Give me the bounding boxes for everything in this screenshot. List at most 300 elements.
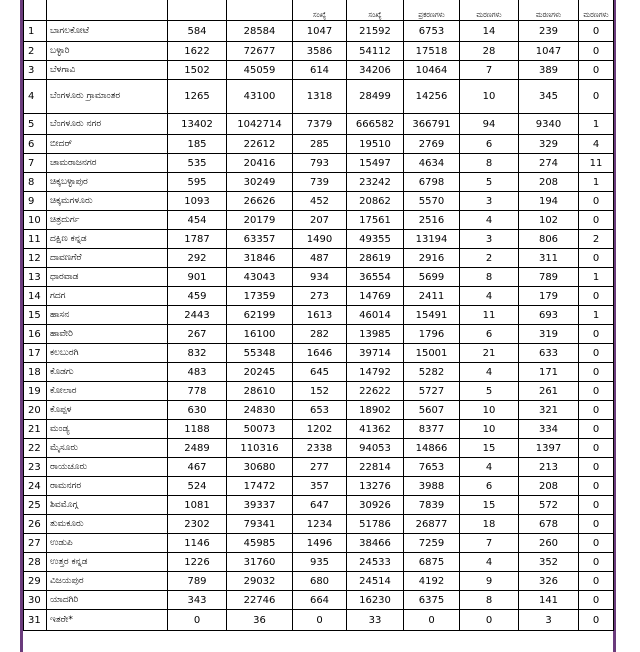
- value-cell: 18: [460, 515, 519, 534]
- value-cell: 630: [168, 401, 227, 420]
- table-row: [24, 114, 614, 135]
- value-cell: 343: [168, 591, 227, 610]
- district-name: ಹಾಸನ: [47, 306, 168, 325]
- value-cell: 806: [519, 230, 579, 249]
- value-cell: 8: [460, 154, 519, 173]
- value-cell: 0: [579, 80, 614, 114]
- table-row: [24, 496, 614, 515]
- value-cell: 1265: [168, 80, 227, 114]
- row-number: 24: [24, 477, 47, 496]
- value-cell: 6753: [404, 21, 460, 42]
- row-number: 11: [24, 230, 47, 249]
- value-cell: 10464: [404, 61, 460, 80]
- value-cell: 7: [460, 61, 519, 80]
- table-row: [24, 382, 614, 401]
- table-row: [24, 344, 614, 363]
- value-cell: 22612: [227, 135, 293, 154]
- value-cell: 4: [579, 135, 614, 154]
- value-cell: 16100: [227, 325, 293, 344]
- value-cell: 0: [579, 458, 614, 477]
- value-cell: 389: [519, 61, 579, 80]
- table-row: [24, 268, 614, 287]
- row-number: 21: [24, 420, 47, 439]
- value-cell: 33: [347, 610, 404, 631]
- value-cell: 49355: [347, 230, 404, 249]
- value-cell: 10: [460, 420, 519, 439]
- value-cell: 7839: [404, 496, 460, 515]
- value-cell: 653: [293, 401, 347, 420]
- row-number: 6: [24, 135, 47, 154]
- value-cell: 739: [293, 173, 347, 192]
- value-cell: 0: [404, 610, 460, 631]
- value-cell: 678: [519, 515, 579, 534]
- value-cell: 21592: [347, 21, 404, 42]
- value-cell: 19510: [347, 135, 404, 154]
- value-cell: 321: [519, 401, 579, 420]
- row-number: 3: [24, 61, 47, 80]
- value-cell: 13985: [347, 325, 404, 344]
- value-cell: 1234: [293, 515, 347, 534]
- value-cell: 261: [519, 382, 579, 401]
- value-cell: 0: [579, 553, 614, 572]
- value-cell: 487: [293, 249, 347, 268]
- district-name: ಉಡುಪಿ: [47, 534, 168, 553]
- value-cell: 14: [460, 21, 519, 42]
- row-number: 26: [24, 515, 47, 534]
- row-number: 16: [24, 325, 47, 344]
- district-name: ಕೋಲಾರ: [47, 382, 168, 401]
- value-cell: 0: [579, 287, 614, 306]
- value-cell: 6375: [404, 591, 460, 610]
- district-name: ಕೊಪ್ಪಳ: [47, 401, 168, 420]
- table-row: [24, 553, 614, 572]
- value-cell: 15: [460, 439, 519, 458]
- value-cell: 1496: [293, 534, 347, 553]
- value-cell: 0: [579, 610, 614, 631]
- value-cell: 345: [519, 80, 579, 114]
- value-cell: 584: [168, 21, 227, 42]
- value-cell: 789: [168, 572, 227, 591]
- value-cell: 3586: [293, 42, 347, 61]
- value-cell: 2489: [168, 439, 227, 458]
- table-row: [24, 80, 614, 114]
- row-number: 27: [24, 534, 47, 553]
- row-number: 13: [24, 268, 47, 287]
- row-number: 30: [24, 591, 47, 610]
- row-number: 8: [24, 173, 47, 192]
- value-cell: 72677: [227, 42, 293, 61]
- table-body: [24, 21, 614, 631]
- row-number: 23: [24, 458, 47, 477]
- value-cell: 5607: [404, 401, 460, 420]
- value-cell: 0: [579, 515, 614, 534]
- value-cell: 935: [293, 553, 347, 572]
- value-cell: 17561: [347, 211, 404, 230]
- value-cell: 22622: [347, 382, 404, 401]
- value-cell: 595: [168, 173, 227, 192]
- value-cell: 45059: [227, 61, 293, 80]
- district-name: ಧಾರವಾಡ: [47, 268, 168, 287]
- value-cell: 4: [460, 553, 519, 572]
- value-cell: 0: [579, 192, 614, 211]
- row-number: 1: [24, 21, 47, 42]
- value-cell: 17472: [227, 477, 293, 496]
- value-cell: 277: [293, 458, 347, 477]
- value-cell: 39337: [227, 496, 293, 515]
- header-cell: [168, 0, 227, 21]
- value-cell: 7379: [293, 114, 347, 135]
- value-cell: 110316: [227, 439, 293, 458]
- value-cell: 179: [519, 287, 579, 306]
- value-cell: 647: [293, 496, 347, 515]
- value-cell: 4: [460, 363, 519, 382]
- district-name: ಚಾಮರಾಜನಗರ: [47, 154, 168, 173]
- value-cell: 793: [293, 154, 347, 173]
- value-cell: 11: [579, 154, 614, 173]
- value-cell: 11: [460, 306, 519, 325]
- value-cell: 23242: [347, 173, 404, 192]
- value-cell: 94: [460, 114, 519, 135]
- value-cell: 36: [227, 610, 293, 631]
- row-number: 20: [24, 401, 47, 420]
- row-number: 19: [24, 382, 47, 401]
- value-cell: 1: [579, 173, 614, 192]
- value-cell: 54112: [347, 42, 404, 61]
- value-cell: 524: [168, 477, 227, 496]
- district-name: ಬೀದರ್: [47, 135, 168, 154]
- value-cell: 10: [460, 80, 519, 114]
- table-row: [24, 230, 614, 249]
- value-cell: 9: [460, 572, 519, 591]
- value-cell: 319: [519, 325, 579, 344]
- value-cell: 30249: [227, 173, 293, 192]
- row-number: 15: [24, 306, 47, 325]
- value-cell: 15491: [404, 306, 460, 325]
- value-cell: 16230: [347, 591, 404, 610]
- value-cell: 29032: [227, 572, 293, 591]
- value-cell: 267: [168, 325, 227, 344]
- value-cell: 7: [460, 534, 519, 553]
- district-name: ಇತರೇ*: [47, 610, 168, 631]
- district-name: ಬೆಳಗಾವಿ: [47, 61, 168, 80]
- header-cell: ಮರಣಗಳು: [460, 0, 519, 21]
- value-cell: 152: [293, 382, 347, 401]
- value-cell: 0: [293, 610, 347, 631]
- value-cell: 1787: [168, 230, 227, 249]
- value-cell: 6: [460, 325, 519, 344]
- value-cell: 483: [168, 363, 227, 382]
- value-cell: 24830: [227, 401, 293, 420]
- value-cell: 20245: [227, 363, 293, 382]
- header-cell: ಪ್ರಕರಣಗಳು: [404, 0, 460, 21]
- value-cell: 14792: [347, 363, 404, 382]
- table-row: [24, 401, 614, 420]
- value-cell: 0: [579, 249, 614, 268]
- value-cell: 352: [519, 553, 579, 572]
- value-cell: 274: [519, 154, 579, 173]
- value-cell: 18902: [347, 401, 404, 420]
- value-cell: 2769: [404, 135, 460, 154]
- table-row: [24, 249, 614, 268]
- value-cell: 50073: [227, 420, 293, 439]
- value-cell: 0: [579, 572, 614, 591]
- district-name: ಶಿವಮೊಗ್ಗ: [47, 496, 168, 515]
- table-row: [24, 534, 614, 553]
- district-name: ಬಳ್ಳಾರಿ: [47, 42, 168, 61]
- value-cell: 0: [579, 344, 614, 363]
- row-number: 4: [24, 80, 47, 114]
- district-name: ಉತ್ತರ ಕನ್ನಡ: [47, 553, 168, 572]
- district-name: ಯಾದಗಿರಿ: [47, 591, 168, 610]
- value-cell: 614: [293, 61, 347, 80]
- table-row: [24, 192, 614, 211]
- value-cell: 14256: [404, 80, 460, 114]
- value-cell: 41362: [347, 420, 404, 439]
- value-cell: 3: [460, 192, 519, 211]
- value-cell: 273: [293, 287, 347, 306]
- value-cell: 239: [519, 21, 579, 42]
- row-number: 22: [24, 439, 47, 458]
- row-number: 12: [24, 249, 47, 268]
- value-cell: 55348: [227, 344, 293, 363]
- table-row: [24, 306, 614, 325]
- table-row: [24, 477, 614, 496]
- value-cell: 2516: [404, 211, 460, 230]
- value-cell: 1202: [293, 420, 347, 439]
- value-cell: 63357: [227, 230, 293, 249]
- value-cell: 3: [460, 230, 519, 249]
- value-cell: 21: [460, 344, 519, 363]
- value-cell: 34206: [347, 61, 404, 80]
- row-number: 9: [24, 192, 47, 211]
- table-row: [24, 154, 614, 173]
- value-cell: 1622: [168, 42, 227, 61]
- district-name: ಚಿಕ್ಕಬಳ್ಳಾಪುರ: [47, 173, 168, 192]
- district-name: ಬೆಂಗಳೂರು ನಗರ: [47, 114, 168, 135]
- value-cell: 572: [519, 496, 579, 515]
- row-number: 29: [24, 572, 47, 591]
- value-cell: 5: [460, 382, 519, 401]
- value-cell: 185: [168, 135, 227, 154]
- value-cell: 194: [519, 192, 579, 211]
- value-cell: 45985: [227, 534, 293, 553]
- district-name: ಕೊಡಗು: [47, 363, 168, 382]
- value-cell: 832: [168, 344, 227, 363]
- value-cell: 20416: [227, 154, 293, 173]
- value-cell: 13276: [347, 477, 404, 496]
- value-cell: 20862: [347, 192, 404, 211]
- value-cell: 9340: [519, 114, 579, 135]
- district-name: ತುಮಕೂರು: [47, 515, 168, 534]
- value-cell: 260: [519, 534, 579, 553]
- value-cell: 666582: [347, 114, 404, 135]
- value-cell: 4634: [404, 154, 460, 173]
- value-cell: 1397: [519, 439, 579, 458]
- value-cell: 934: [293, 268, 347, 287]
- table-row: [24, 610, 614, 631]
- value-cell: 5727: [404, 382, 460, 401]
- value-cell: 46014: [347, 306, 404, 325]
- value-cell: 5: [460, 173, 519, 192]
- value-cell: 141: [519, 591, 579, 610]
- value-cell: 6875: [404, 553, 460, 572]
- value-cell: 4: [460, 287, 519, 306]
- value-cell: 8377: [404, 420, 460, 439]
- table-row: [24, 21, 614, 42]
- row-number: 18: [24, 363, 47, 382]
- value-cell: 467: [168, 458, 227, 477]
- district-name: ಹಾವೇರಿ: [47, 325, 168, 344]
- district-name: ಚಿಕ್ಕಮಗಳೂರು: [47, 192, 168, 211]
- value-cell: 0: [579, 21, 614, 42]
- value-cell: 1042714: [227, 114, 293, 135]
- value-cell: 28619: [347, 249, 404, 268]
- value-cell: 5699: [404, 268, 460, 287]
- value-cell: 10: [460, 401, 519, 420]
- value-cell: 0: [579, 61, 614, 80]
- value-cell: 26626: [227, 192, 293, 211]
- table-row: [24, 515, 614, 534]
- value-cell: 31760: [227, 553, 293, 572]
- value-cell: 15497: [347, 154, 404, 173]
- district-name: ದಾವಣಗೆರೆ: [47, 249, 168, 268]
- value-cell: 326: [519, 572, 579, 591]
- value-cell: 1188: [168, 420, 227, 439]
- header-cell: [47, 0, 168, 21]
- value-cell: 17518: [404, 42, 460, 61]
- district-name: ದಕ್ಷಿಣ ಕನ್ನಡ: [47, 230, 168, 249]
- value-cell: 38466: [347, 534, 404, 553]
- value-cell: 1613: [293, 306, 347, 325]
- value-cell: 51786: [347, 515, 404, 534]
- value-cell: 282: [293, 325, 347, 344]
- value-cell: 5570: [404, 192, 460, 211]
- value-cell: 3988: [404, 477, 460, 496]
- value-cell: 693: [519, 306, 579, 325]
- value-cell: 1796: [404, 325, 460, 344]
- value-cell: 31846: [227, 249, 293, 268]
- value-cell: 13402: [168, 114, 227, 135]
- value-cell: 2302: [168, 515, 227, 534]
- row-number: 31: [24, 610, 47, 631]
- district-name: ಮಂಡ್ಯ: [47, 420, 168, 439]
- value-cell: 15001: [404, 344, 460, 363]
- value-cell: 171: [519, 363, 579, 382]
- value-cell: 2916: [404, 249, 460, 268]
- header-cell: [24, 0, 47, 21]
- value-cell: 28584: [227, 21, 293, 42]
- district-name: ಕಲಬುರಗಿ: [47, 344, 168, 363]
- table-row: [24, 572, 614, 591]
- value-cell: 778: [168, 382, 227, 401]
- value-cell: 334: [519, 420, 579, 439]
- value-cell: 452: [293, 192, 347, 211]
- value-cell: 0: [579, 439, 614, 458]
- table-row: [24, 173, 614, 192]
- table-row: [24, 61, 614, 80]
- district-name: ವಿಜಯಪುರ: [47, 572, 168, 591]
- value-cell: 0: [579, 211, 614, 230]
- header-cell: ಮರಣಗಳು: [579, 0, 614, 21]
- value-cell: 7259: [404, 534, 460, 553]
- table-row: [24, 363, 614, 382]
- value-cell: 62199: [227, 306, 293, 325]
- value-cell: 207: [293, 211, 347, 230]
- table-row: [24, 211, 614, 230]
- value-cell: 0: [579, 382, 614, 401]
- value-cell: 6: [460, 135, 519, 154]
- table-row: [24, 42, 614, 61]
- table-row: [24, 420, 614, 439]
- value-cell: 22814: [347, 458, 404, 477]
- value-cell: 3: [519, 610, 579, 631]
- value-cell: 1490: [293, 230, 347, 249]
- value-cell: 901: [168, 268, 227, 287]
- row-number: 14: [24, 287, 47, 306]
- district-name: ಚಿತ್ರದುರ್ಗ: [47, 211, 168, 230]
- value-cell: 208: [519, 477, 579, 496]
- header-cell: ಸಂಖ್ಯೆ: [347, 0, 404, 21]
- value-cell: 213: [519, 458, 579, 477]
- row-number: 17: [24, 344, 47, 363]
- row-number: 5: [24, 114, 47, 135]
- value-cell: 208: [519, 173, 579, 192]
- value-cell: 2443: [168, 306, 227, 325]
- district-name: ಬೆಂಗಳೂರು ಗ್ರಾಮಾಂತರ: [47, 80, 168, 114]
- value-cell: 311: [519, 249, 579, 268]
- value-cell: 36554: [347, 268, 404, 287]
- value-cell: 7653: [404, 458, 460, 477]
- value-cell: 1093: [168, 192, 227, 211]
- table-row: [24, 591, 614, 610]
- row-number: 25: [24, 496, 47, 515]
- district-name: ಗದಗ: [47, 287, 168, 306]
- district-name: ಬಾಗಲಕೋಟೆ: [47, 21, 168, 42]
- value-cell: 0: [579, 42, 614, 61]
- value-cell: 30680: [227, 458, 293, 477]
- value-cell: 0: [579, 534, 614, 553]
- value-cell: 0: [579, 363, 614, 382]
- district-name: ರಾಮನಗರ: [47, 477, 168, 496]
- value-cell: 43043: [227, 268, 293, 287]
- header-cell: [227, 0, 293, 21]
- value-cell: 43100: [227, 80, 293, 114]
- value-cell: 8: [460, 591, 519, 610]
- value-cell: 1318: [293, 80, 347, 114]
- value-cell: 366791: [404, 114, 460, 135]
- value-cell: 0: [579, 325, 614, 344]
- value-cell: 2411: [404, 287, 460, 306]
- value-cell: 1: [579, 306, 614, 325]
- value-cell: 4: [460, 211, 519, 230]
- value-cell: 0: [460, 610, 519, 631]
- value-cell: 28: [460, 42, 519, 61]
- value-cell: 633: [519, 344, 579, 363]
- value-cell: 2: [460, 249, 519, 268]
- row-number: 2: [24, 42, 47, 61]
- value-cell: 79341: [227, 515, 293, 534]
- value-cell: 1081: [168, 496, 227, 515]
- value-cell: 30926: [347, 496, 404, 515]
- value-cell: 0: [579, 477, 614, 496]
- value-cell: 1146: [168, 534, 227, 553]
- table-row: [24, 439, 614, 458]
- value-cell: 789: [519, 268, 579, 287]
- value-cell: 357: [293, 477, 347, 496]
- value-cell: 1502: [168, 61, 227, 80]
- district-name: ರಾಯಚೂರು: [47, 458, 168, 477]
- value-cell: 454: [168, 211, 227, 230]
